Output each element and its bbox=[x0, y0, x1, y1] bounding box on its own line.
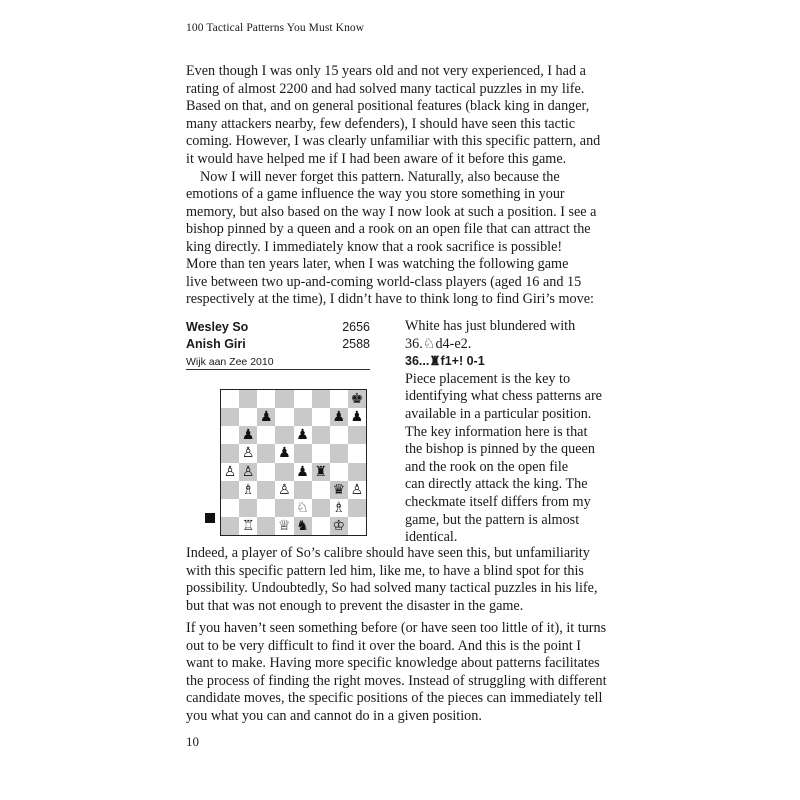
commentary-line: 36.♘d4-e2. bbox=[405, 335, 472, 352]
board-square: ♞ bbox=[294, 517, 312, 535]
board-square bbox=[257, 426, 275, 444]
board-square bbox=[312, 408, 330, 426]
board-square bbox=[312, 390, 330, 408]
board-square bbox=[348, 499, 366, 517]
board-square bbox=[221, 390, 239, 408]
board-square: ♙ bbox=[348, 481, 366, 499]
board-square bbox=[275, 499, 293, 517]
black-player-name: Anish Giri bbox=[186, 337, 246, 351]
board-square: ♘ bbox=[294, 499, 312, 517]
paragraph-1 bbox=[186, 63, 626, 257]
board-square: ♙ bbox=[239, 463, 257, 481]
p1-line: Based on that, and on general positional features (black king in danger, bbox=[186, 98, 590, 115]
p4-line: but that was not enough to prevent the disaster in the game. bbox=[186, 597, 524, 614]
board-square: ♙ bbox=[239, 444, 257, 462]
page-number: 10 bbox=[186, 734, 199, 749]
p2-line: bishop pinned by a queen and a rook on an open file that can attract the bbox=[186, 221, 591, 238]
p1-line: Even though I was only 15 years old and not very experienced, I had a bbox=[186, 63, 586, 79]
commentary-line: The key information here is that bbox=[405, 423, 588, 440]
board-square: ♜ bbox=[312, 463, 330, 481]
paragraph-3 bbox=[186, 256, 626, 309]
board-square: ♗ bbox=[239, 481, 257, 499]
p1-line: it would have helped me if I had been aware of it before this game. bbox=[186, 150, 567, 167]
board-square bbox=[294, 481, 312, 499]
game-commentary bbox=[405, 318, 625, 547]
p1-line: coming. However, I was clearly unfamiliar with this specific pattern, and bbox=[186, 133, 601, 150]
board-square: ♕ bbox=[275, 517, 293, 535]
board-square bbox=[275, 426, 293, 444]
board-square bbox=[330, 463, 348, 481]
board-square bbox=[312, 426, 330, 444]
commentary-line: available in a particular position. bbox=[405, 405, 592, 422]
p5-line: If you haven’t seen something before (or have seen too little of it), it turns bbox=[186, 620, 607, 636]
board-square: ♟ bbox=[275, 444, 293, 462]
p4-line: Indeed, a player of So’s calibre should have seen this, but unfamiliarity bbox=[186, 545, 590, 561]
board-square bbox=[221, 481, 239, 499]
commentary-line: checkmate itself differs from my bbox=[405, 493, 591, 510]
board-square bbox=[257, 390, 275, 408]
board-square bbox=[330, 426, 348, 444]
commentary-line: and the rook on the open file bbox=[405, 458, 569, 475]
p1-line: many attackers nearby, few defenders), I should have seen this tactic bbox=[186, 115, 576, 132]
white-player-rating: 2656 bbox=[342, 320, 370, 334]
p2-line: memory, but also based on the way I now look at such a position. I see a bbox=[186, 203, 597, 220]
board-square bbox=[257, 463, 275, 481]
running-head: 100 Tactical Patterns You Must Know bbox=[186, 22, 365, 34]
board-square: ♗ bbox=[330, 499, 348, 517]
p1-line: rating of almost 2200 and had solved many tactical puzzles in my life. bbox=[186, 80, 585, 97]
p4-line: with this specific pattern led him, like me, to have a blind spot for this bbox=[186, 562, 584, 579]
board-square bbox=[257, 517, 275, 535]
board-square: ♙ bbox=[275, 481, 293, 499]
chess-board bbox=[220, 389, 367, 536]
board-square bbox=[275, 390, 293, 408]
side-to-move-marker bbox=[205, 513, 215, 523]
board-square bbox=[221, 517, 239, 535]
board-square: ♟ bbox=[294, 463, 312, 481]
black-player-rating: 2588 bbox=[342, 337, 370, 351]
board-square bbox=[239, 408, 257, 426]
board-square bbox=[275, 408, 293, 426]
board-square bbox=[239, 390, 257, 408]
game-header bbox=[186, 319, 370, 370]
board-square bbox=[348, 444, 366, 462]
p5-line: out to be very difficult to find it over the board. And this is the point I bbox=[186, 637, 581, 654]
board-square: ♟ bbox=[257, 408, 275, 426]
event-name: Wijk aan Zee 2010 bbox=[186, 356, 274, 368]
commentary-line: the bishop is pinned by the queen bbox=[405, 441, 595, 458]
board-square bbox=[221, 408, 239, 426]
board-square: ♟ bbox=[330, 408, 348, 426]
p5-line: you what you can and cannot do in a given position. bbox=[186, 707, 482, 724]
commentary-line: identical. bbox=[405, 529, 458, 546]
commentary-line: White has just blundered with bbox=[405, 318, 576, 334]
board-square bbox=[221, 499, 239, 517]
white-player-name: Wesley So bbox=[186, 320, 249, 334]
p3-line: More than ten years later, when I was watching the following game bbox=[186, 256, 569, 272]
p5-line: the process of finding the right moves. Instead of struggling with different bbox=[186, 672, 607, 689]
board-square bbox=[348, 426, 366, 444]
board-square: ♟ bbox=[348, 408, 366, 426]
board-square bbox=[257, 444, 275, 462]
board-square bbox=[312, 499, 330, 517]
p3-line: respectively at the time), I didn’t have to think long to find Giri’s move: bbox=[186, 291, 594, 308]
board-square: ♚ bbox=[348, 390, 366, 408]
board-square bbox=[312, 481, 330, 499]
paragraph-5 bbox=[186, 620, 626, 726]
header-rule bbox=[186, 369, 370, 370]
winning-move: 36...♜f1+! 0-1 bbox=[405, 354, 485, 369]
board-square bbox=[257, 499, 275, 517]
board-square bbox=[348, 463, 366, 481]
p2-line: Now I will never forget this pattern. Naturally, also because the bbox=[200, 168, 560, 185]
board-square: ♛ bbox=[330, 481, 348, 499]
commentary-line: identifying what chess patterns are bbox=[405, 388, 602, 405]
board-square: ♖ bbox=[239, 517, 257, 535]
commentary-line: can directly attack the king. The bbox=[405, 476, 588, 493]
p3-line: live between two up-and-coming world-class players (aged 16 and 15 bbox=[186, 273, 582, 290]
board-square bbox=[348, 517, 366, 535]
board-square bbox=[221, 426, 239, 444]
board-square bbox=[294, 408, 312, 426]
board-square: ♙ bbox=[221, 463, 239, 481]
black-player-row bbox=[186, 336, 370, 353]
p2-line: king directly. I immediately know that a rook sacrifice is possible! bbox=[186, 238, 563, 255]
board-square bbox=[257, 481, 275, 499]
p5-line: candidate moves, the specific positions of the pieces can immediately tell bbox=[186, 690, 603, 707]
p5-line: want to make. Having more specific knowledge about patterns facilitates bbox=[186, 655, 600, 672]
white-player-row bbox=[186, 319, 370, 336]
board-square: ♔ bbox=[330, 517, 348, 535]
paragraph-4 bbox=[186, 545, 626, 615]
board-square bbox=[275, 463, 293, 481]
board-square bbox=[312, 444, 330, 462]
commentary-line: Piece placement is the key to bbox=[405, 370, 571, 387]
board-square bbox=[330, 390, 348, 408]
board-square bbox=[221, 444, 239, 462]
board-square bbox=[312, 517, 330, 535]
commentary-line: game, but the pattern is almost bbox=[405, 511, 580, 528]
board-square: ♟ bbox=[294, 426, 312, 444]
board-square bbox=[294, 444, 312, 462]
board-square bbox=[330, 444, 348, 462]
p4-line: possibility. Undoubtedly, So had solved many tactical puzzles in his life, bbox=[186, 580, 598, 597]
board-square bbox=[294, 390, 312, 408]
board-square bbox=[239, 499, 257, 517]
p2-line: emotions of a game influence the way you store something in your bbox=[186, 186, 565, 203]
board-square: ♟ bbox=[239, 426, 257, 444]
